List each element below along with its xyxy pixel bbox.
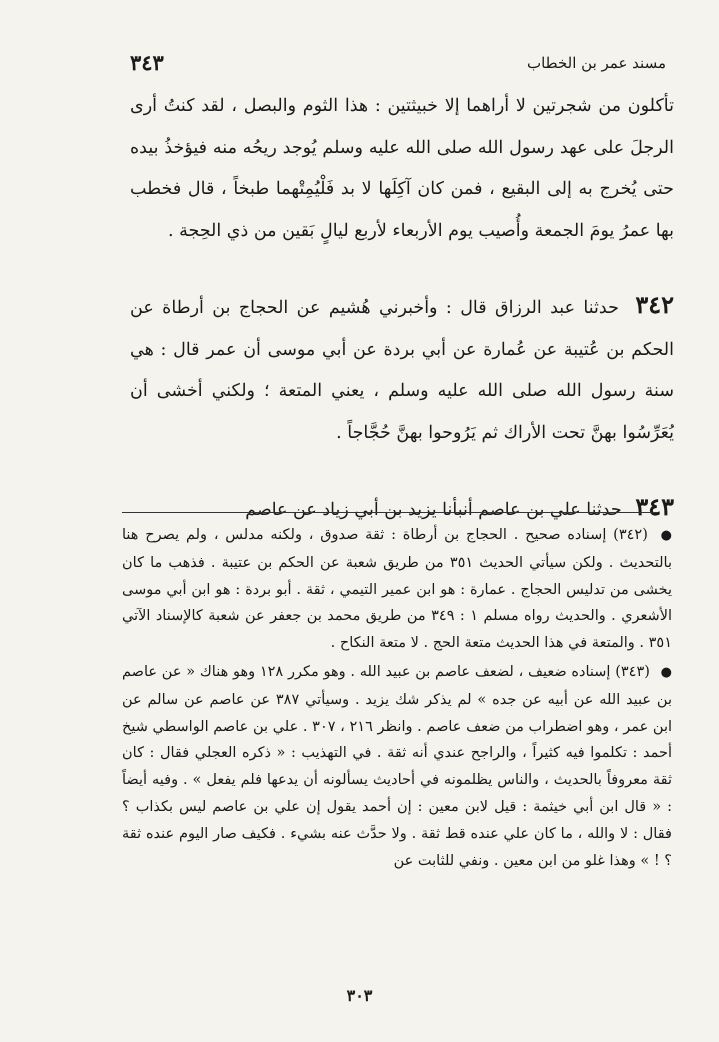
main-text	[130, 86, 674, 532]
hadith-text: تأكلون من شجرتين لا أراهما إلا خبيثتين : هذا الثوم والبصل ، لقد كنتُ أرى الرجلَ على عهد رسول الله صلى الله عليه وسلم يُوجد ريحُه منه فيؤخذُ بيده حتى يُخرج به إلى البقيع ، فمن كان آكِلَها لا بد فَلْيُمِتْهما طبخاً ، قال فخطب بها عمرُ يومَ الجمعة وأُصيب يوم الأربعاء لأربع ليالٍ بَقين من ذي الحِجة .	[130, 96, 674, 241]
hadith-341-continuation	[130, 86, 674, 252]
hadith-number: ٣٤٣	[635, 492, 674, 521]
running-header	[130, 50, 666, 80]
footnote-342	[122, 522, 672, 657]
footnote-text: إسناده ضعيف ، لضعف عاصم بن عبيد الله . وهو مكرر ١٢٨ وهو هناك « عن عاصم بن عبيد الله عن أبيه عن جده » لم يذكر شك يزيد . وسيأتي ٣٨٧ عن عاصم عن سالم عن ابن عمر ، وهو اضطراب من ضعف عاصم . وانظر ٢١٦ ، ٣٠٧ . علي بن عاصم الواسطي شيخ أحمد : تكلموا فيه كثيراً ، والراجح عندي أنه ثقة . في التهذيب : « ذكره العجلي فقال : كان ثقة معروفاً بالحديث ، والناس يظلمونه في أحاديث يسألونه أن يدعها فلم يفعل » . وفيه أيضاً : « قال ابن أبي خيثمة : قيل لابن معين : إن أحمد يقول إن علي بن عاصم ليس بكذاب ؟ فقال : لا والله ، ما كان علي عنده قط ثقة . ولا حدَّث عنه بشيء . فكيف صار اليوم عنده ثقة ؟ ! » وهذا غلو من ابن معين . ونفي للثابت عن	[122, 663, 673, 869]
footnote-ref: (٣٤٣)	[615, 663, 650, 680]
running-title: مسند عمر بن الخطاب	[526, 54, 666, 72]
bullet-icon: ●	[660, 528, 673, 543]
footnote-text: إسناده صحيح . الحجاج بن أرطاة : ثقة صدوق ، ولكنه مدلس ، ولم يصرح هنا بالتحديث . ولكن سيأتي الحديث ٣٥١ من طريق شعبة عن الحكم بن عتيبة . فذهب ما كان يخشى من تدليس الحجاج . عمارة : هو ابن عمير التيمي ، ثقة . أبو بردة : هو ابن أبي موسى الأشعري . والحديث رواه مسلم ١ : ٣٤٩ من طريق محمد بن جعفر عن شعبة كالإسناد الآتي ٣٥١ . والمتعة في هذا الحديث متعة الحج . لا متعة النكاح .	[122, 527, 672, 652]
footnotes	[122, 522, 672, 874]
hadith-number: ٣٤٢	[635, 290, 674, 319]
hadith-text: حدثنا عبد الرزاق قال : وأخبرني هُشيم عن الحجاج بن أرطاة عن الحكم بن عُتيبة عن عُمارة عن أبي بردة عن أبي موسى أن عمر قال : هي سنة رسول الله صلى الله عليه وسلم ، يعني المتعة ؛ ولكني أخشى أن يُعَرِّسُوا بهنَّ تحت الأراك ثم يَرُوحوا بهنَّ حُجَّاجاً .	[130, 298, 674, 443]
hadith-342	[130, 284, 674, 454]
hadith-text: حدثنا علي بن عاصم أنبأنا يزيد بن أبي زياد عن عاصم	[245, 500, 622, 520]
bullet-icon: ●	[660, 664, 673, 680]
footer-page-number: ٣٠٣	[346, 986, 373, 1005]
footnote-ref: (٣٤٢)	[613, 527, 648, 543]
footnote-divider	[122, 512, 658, 513]
footnote-343	[122, 659, 672, 874]
header-page-number: ٣٤٣	[130, 50, 164, 75]
